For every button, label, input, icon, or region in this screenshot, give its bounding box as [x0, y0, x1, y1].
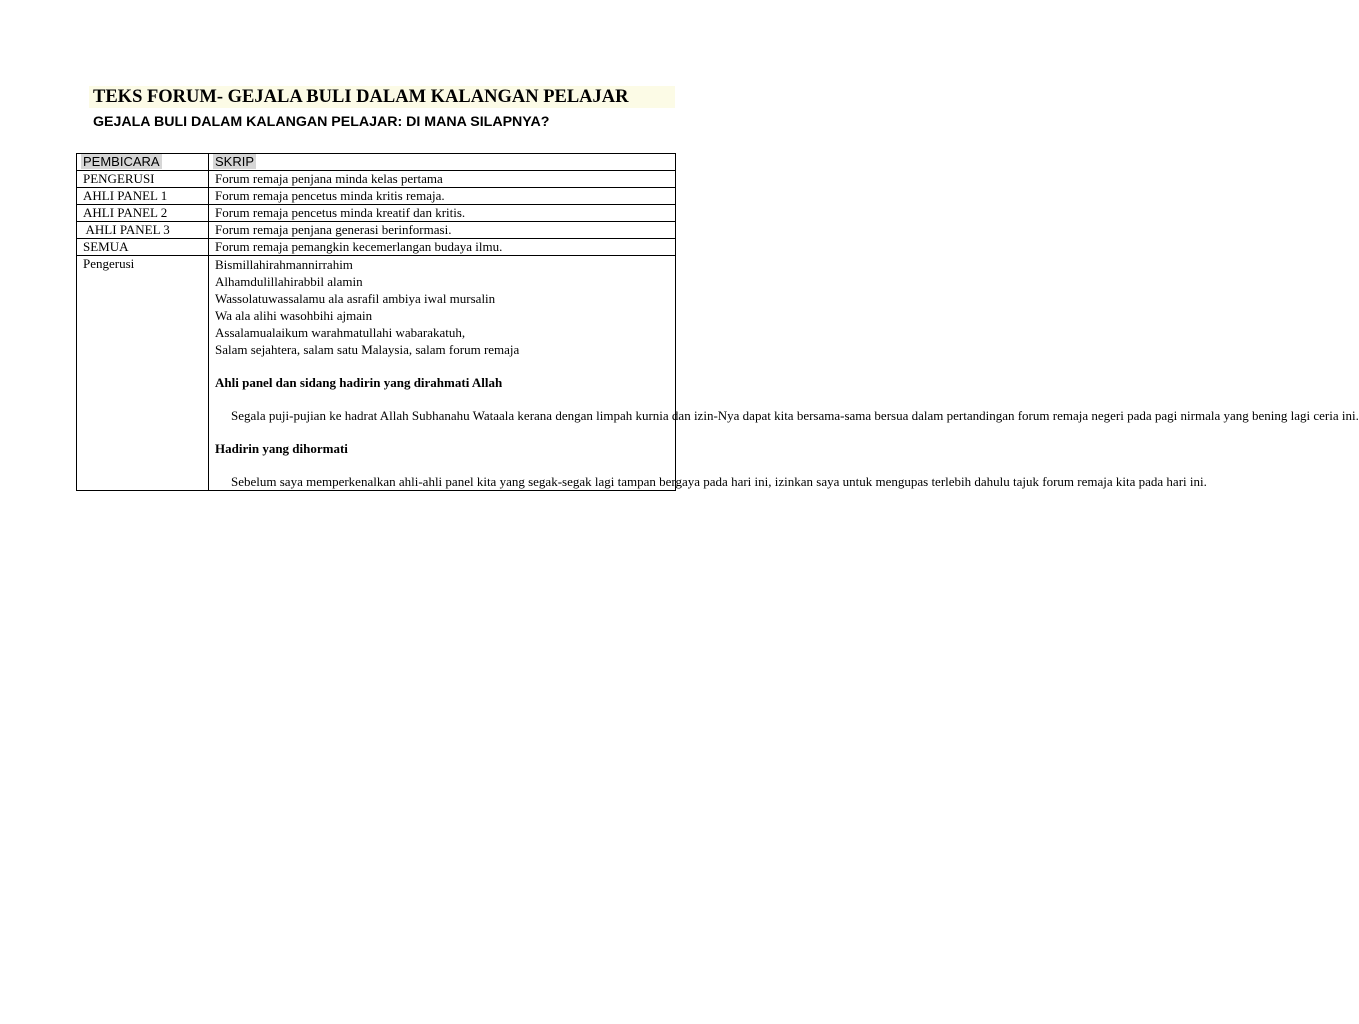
address-heading: Hadirin yang dihormati	[215, 441, 348, 456]
table-row	[77, 205, 676, 222]
table-row	[77, 171, 676, 188]
greeting-line: Bismillahirahmannirrahim	[215, 257, 353, 272]
document-subtitle: GEJALA BULI DALAM KALANGAN PELAJAR: DI MANA SILAPNYA?	[93, 114, 550, 130]
spacer	[215, 358, 669, 374]
greeting-line: Assalamualaikum warahmatullahi wabarakatuh,	[215, 325, 466, 340]
speech-speaker-cell: Pengerusi	[77, 256, 209, 491]
script-cell: Forum remaja pemangkin kecemerlangan budaya ilmu.	[209, 239, 676, 256]
header-speaker: PEMBICARA	[83, 154, 160, 169]
forum-script-table	[76, 153, 1359, 491]
script-cell: Forum remaja penjana generasi berinformasi.	[209, 222, 676, 239]
header-speaker-cell	[77, 154, 209, 171]
speech-row	[77, 256, 676, 491]
speaker-cell: AHLI PANEL 3	[77, 222, 209, 239]
greeting-line: Wassolatuwassalamu ala asrafil ambiya iwal mursalin	[215, 291, 496, 306]
header-script: SKRIP	[215, 154, 255, 169]
speech-text-cell	[209, 256, 1359, 491]
greeting-line: Wa ala alihi wasohbihi ajmain	[215, 308, 373, 323]
speaker-cell: AHLI PANEL 2	[77, 205, 209, 222]
spacer	[215, 457, 669, 473]
speaker-cell: SEMUA	[77, 239, 209, 256]
table-row	[77, 239, 676, 256]
table-header-row	[77, 154, 676, 171]
document-title: TEKS FORUM- GEJALA BULI DALAM KALANGAN PELAJAR	[89, 86, 675, 108]
table-row	[77, 222, 676, 239]
speech-paragraph	[215, 407, 1359, 424]
speech-paragraph-text: Segala puji-pujian ke hadrat Allah Subhanahu Wataala kerana dengan limpah kurnia dan izin-Nya dapat kita bersama-sama bersua dalam pertandingan forum remaja negeri pada pagi nirmala yang bening lagi ceria ini.	[231, 408, 1359, 423]
greeting-line: Salam sejahtera, salam satu Malaysia, salam forum remaja	[215, 342, 520, 357]
header-script-cell	[209, 154, 676, 171]
speech-paragraph-text: Sebelum saya memperkenalkan ahli-ahli panel kita yang segak-segak lagi tampan bergaya pada hari ini, izinkan saya untuk mengupas terlebih dahulu tajuk forum remaja kita pada hari ini.	[231, 474, 1207, 489]
speaker-cell: PENGERUSI	[77, 171, 209, 188]
script-cell: Forum remaja pencetus minda kreatif dan kritis.	[209, 205, 676, 222]
spacer	[215, 391, 669, 407]
script-cell: Forum remaja penjana minda kelas pertama	[209, 171, 676, 188]
speaker-cell: AHLI PANEL 1	[77, 188, 209, 205]
address-heading: Ahli panel dan sidang hadirin yang dirahmati Allah	[215, 375, 503, 390]
greeting-line: Alhamdulillahirabbil alamin	[215, 274, 363, 289]
table-row	[77, 188, 676, 205]
spacer	[215, 424, 669, 440]
speech-paragraph	[215, 473, 1207, 490]
script-cell: Forum remaja pencetus minda kritis remaja.	[209, 188, 676, 205]
